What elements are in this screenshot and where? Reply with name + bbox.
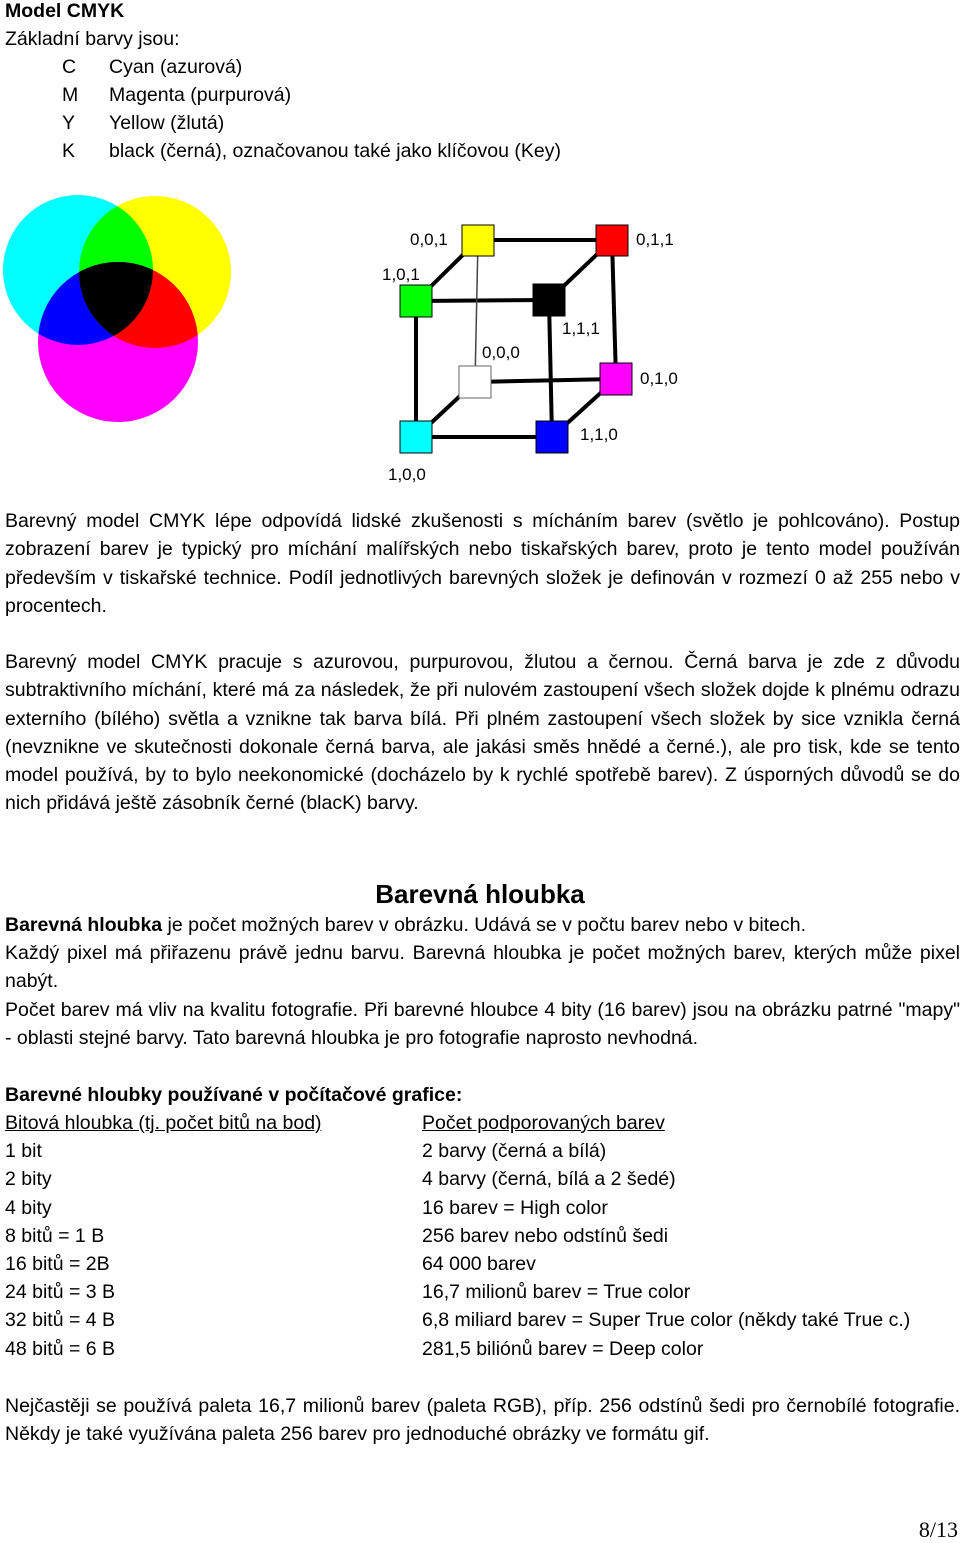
- black-node: [533, 284, 565, 316]
- blue-node: [536, 421, 568, 453]
- paragraph: [5, 1392, 960, 1449]
- table-cell: 4 barvy (černá, bílá a 2 šedé): [422, 1168, 676, 1191]
- primary-name: Magenta (purpurová): [109, 84, 292, 106]
- primary-letter: K: [62, 140, 76, 162]
- table-cell: 256 barev nebo odstínů šedi: [422, 1224, 669, 1247]
- primary-letter: M: [62, 84, 79, 106]
- label-blue: 1,1,0: [580, 425, 618, 444]
- primary-name: Yellow (žlutá): [109, 112, 225, 134]
- white-node: [459, 366, 491, 398]
- section-heading: Barevná hloubka: [375, 879, 585, 909]
- paragraph-text: Počet barev má vliv na kvalitu fotografie. Při barevné hloubce 4 bity (16 barev) jsou na obrázku patrné "mapy" - oblasti stejné barvy. Tato barevná hloubka je pro fotografie naprosto nevhodná.: [5, 999, 960, 1050]
- primary-letter: Y: [62, 112, 76, 134]
- paragraph-text: Každý pixel má přiřazenu právě jednu barvu. Barevná hloubka je počet možných barev, kterých může pixel nabýt.: [5, 942, 960, 993]
- paragraph-text: Barevný model CMYK lépe odpovídá lidské zkušenosti s mícháním barev (světlo je pohlcováno). Postup zobrazení barev je typický pro míchání malířských nebo tiskařských barev, proto je tento model používán především v tiskařské technice. Podíl jednotlivých barevných složek je definován v rozmezí 0 až 255 nebo v procentech.: [5, 510, 960, 617]
- table-cell: 48 bitů = 6 B: [5, 1337, 116, 1360]
- cmy-cube-diagram: [378, 218, 698, 490]
- label-green: 1,0,1: [382, 265, 420, 284]
- primary-letter: C: [62, 56, 77, 78]
- table-cell: 16,7 milionů barev = True color: [422, 1281, 691, 1304]
- table-cell: 32 bitů = 4 B: [5, 1309, 116, 1332]
- table-cell: 24 bitů = 3 B: [5, 1281, 116, 1304]
- section-title: Model CMYK: [5, 0, 125, 22]
- paragraph: [5, 648, 960, 818]
- label-yellow: 0,0,1: [410, 230, 448, 249]
- label-black: 1,1,1: [562, 319, 600, 338]
- table-cell: 6,8 miliard barev = Super True color (někdy také True c.): [422, 1309, 911, 1332]
- definition-text: je počet možných barev v obrázku. Udává se v počtu barev nebo v bitech.: [162, 914, 806, 936]
- paragraph: [5, 939, 960, 996]
- paragraph-text: Barevný model CMYK pracuje s azurovou, purpurovou, žlutou a černou. Černá barva je zde z důvodu subtraktivního míchání, které má za následek, že při nulovém zastoupení všech složek dojde k plnému odrazu externího (bílého) světla a vznikne tak barva bílá. Při plném zastoupení všech složek by sice vznikla černá (nevznikne ve skutečnosti dokonale černá barva, ale jakási směs hnědé a černé.), ale pro tisk, kde se tento model používá, by to bylo neekonomické (docházelo by k rychlé spotřebě barev). Z úsporných důvodů se do nich přidává ještě zásobník černé (blacK) barvy.: [5, 651, 960, 815]
- primary-name: Cyan (azurová): [109, 56, 243, 78]
- table-header: Bitová hloubka (tj. počet bitů na bod): [5, 1112, 322, 1134]
- label-white: 0,0,0: [482, 343, 520, 362]
- definition-paragraph: [5, 911, 960, 939]
- intro-text: Základní barvy jsou:: [5, 28, 180, 50]
- table-cell: 2 bity: [5, 1168, 52, 1191]
- cmy-circles-diagram: [0, 190, 240, 430]
- table-cell: 8 bitů = 1 B: [5, 1224, 105, 1247]
- primary-name: black (černá), označovanou také jako klíčovou (Key): [109, 140, 561, 162]
- table-title: Barevné hloubky používané v počítačové grafice:: [5, 1084, 463, 1106]
- table-cell: 4 bity: [5, 1196, 52, 1219]
- paragraph: [5, 507, 960, 620]
- definition-term: Barevná hloubka: [5, 914, 163, 936]
- green-node: [400, 285, 432, 317]
- cyan-node: [400, 421, 432, 453]
- table-cell: 16 bitů = 2B: [5, 1252, 110, 1275]
- page-number: 8/13: [918, 1517, 958, 1542]
- paragraph: [5, 996, 960, 1053]
- label-magenta: 0,1,0: [640, 369, 678, 388]
- paragraph-text: Nejčastěji se používá paleta 16,7 milionů barev (paleta RGB), příp. 256 odstínů šedi pro černobílé fotografie. Někdy je také využívána paleta 256 barev pro jednoduché obrázky ve formátu gif.: [5, 1395, 960, 1446]
- table-cell: 16 barev = High color: [422, 1196, 608, 1219]
- table-header: Počet podporovaných barev: [422, 1112, 665, 1134]
- red-node: [596, 225, 628, 256]
- magenta-node: [600, 363, 632, 395]
- label-red: 0,1,1: [636, 230, 674, 249]
- label-cyan: 1,0,0: [388, 465, 426, 484]
- table-cell: 281,5 biliónů barev = Deep color: [422, 1337, 704, 1360]
- table-cell: 64 000 barev: [422, 1252, 536, 1275]
- yellow-node: [462, 225, 494, 256]
- table-cell: 2 barvy (černá a bílá): [422, 1140, 607, 1163]
- table-cell: 1 bit: [5, 1140, 42, 1163]
